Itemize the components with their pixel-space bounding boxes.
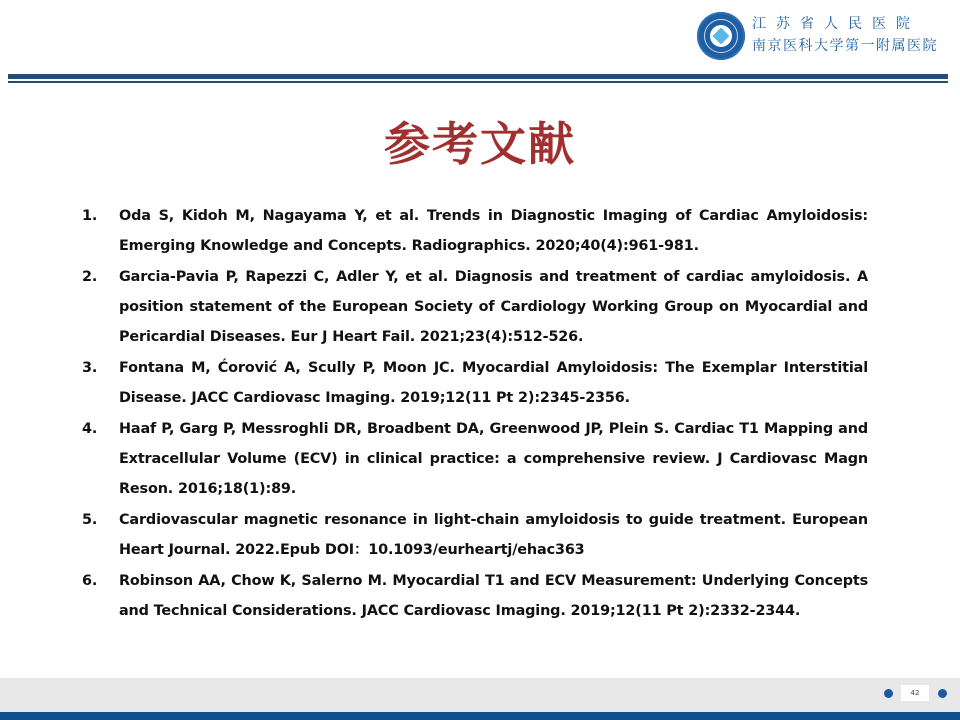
- reference-item: [82, 201, 868, 261]
- header-rule-thick: [8, 74, 948, 79]
- slide-header: [0, 0, 960, 90]
- reference-text: Cardiovascular magnetic resonance in light-chain amyloidosis to guide treatment. European Heart Journal. 2022.Epub DOI：10.1093/eurheartj/ehac363: [119, 512, 868, 558]
- reference-item: [82, 414, 868, 504]
- page-number: 42: [901, 685, 929, 701]
- hospital-emblem-icon: [697, 12, 745, 60]
- reference-number: 1.: [82, 208, 98, 224]
- reference-item: [82, 505, 868, 565]
- reference-item: [82, 262, 868, 352]
- reference-text: Robinson AA, Chow K, Salerno M. Myocardial T1 and ECV Measurement: Underlying Concepts and Technical Considerations. JACC Cardiovasc Imaging. 2019;12(11 Pt 2):2332-2344.: [119, 573, 868, 619]
- slide-footer: [0, 678, 960, 712]
- hospital-name: [752, 14, 942, 56]
- reference-number: 3.: [82, 360, 98, 376]
- reference-item: [82, 566, 868, 626]
- header-rule-thin: [8, 81, 948, 83]
- reference-number: 4.: [82, 421, 98, 437]
- reference-list: [82, 201, 868, 627]
- hospital-name-line1: 江苏省人民医院: [752, 16, 920, 32]
- slide-title: 参考文献: [384, 117, 576, 171]
- reference-item: [82, 353, 868, 413]
- next-dot-icon[interactable]: [938, 689, 947, 698]
- reference-text: Garcia-Pavia P, Rapezzi C, Adler Y, et al. Diagnosis and treatment of cardiac amyloidosis. A position statement of the European Society of Cardiology Working Group on Myocardial and Pericardial Diseases. Eur J Heart Fail. 2021;23(4):512-526.: [119, 269, 868, 345]
- hospital-name-line2: 南京医科大学第一附属医院: [752, 38, 938, 54]
- reference-number: 6.: [82, 573, 98, 589]
- footer-accent-bar: [0, 712, 960, 720]
- reference-text: Fontana M, Ćorović A, Scully P, Moon JC. Myocardial Amyloidosis: The Exemplar Interstitial Disease. JACC Cardiovasc Imaging. 2019;12(11 Pt 2):2345-2356.: [119, 360, 868, 406]
- reference-number: 2.: [82, 269, 98, 285]
- reference-text: Oda S, Kidoh M, Nagayama Y, et al. Trends in Diagnostic Imaging of Cardiac Amyloidosis: Emerging Knowledge and Concepts. Radiographics. 2020;40(4):961-981.: [119, 208, 868, 254]
- reference-text: Haaf P, Garg P, Messroghli DR, Broadbent DA, Greenwood JP, Plein S. Cardiac T1 Mapping and Extracellular Volume (ECV) in clinical practice: a comprehensive review. J Cardiovasc Magn Reson. 2016;18(1):89.: [119, 421, 868, 497]
- prev-dot-icon[interactable]: [884, 689, 893, 698]
- reference-number: 5.: [82, 512, 98, 528]
